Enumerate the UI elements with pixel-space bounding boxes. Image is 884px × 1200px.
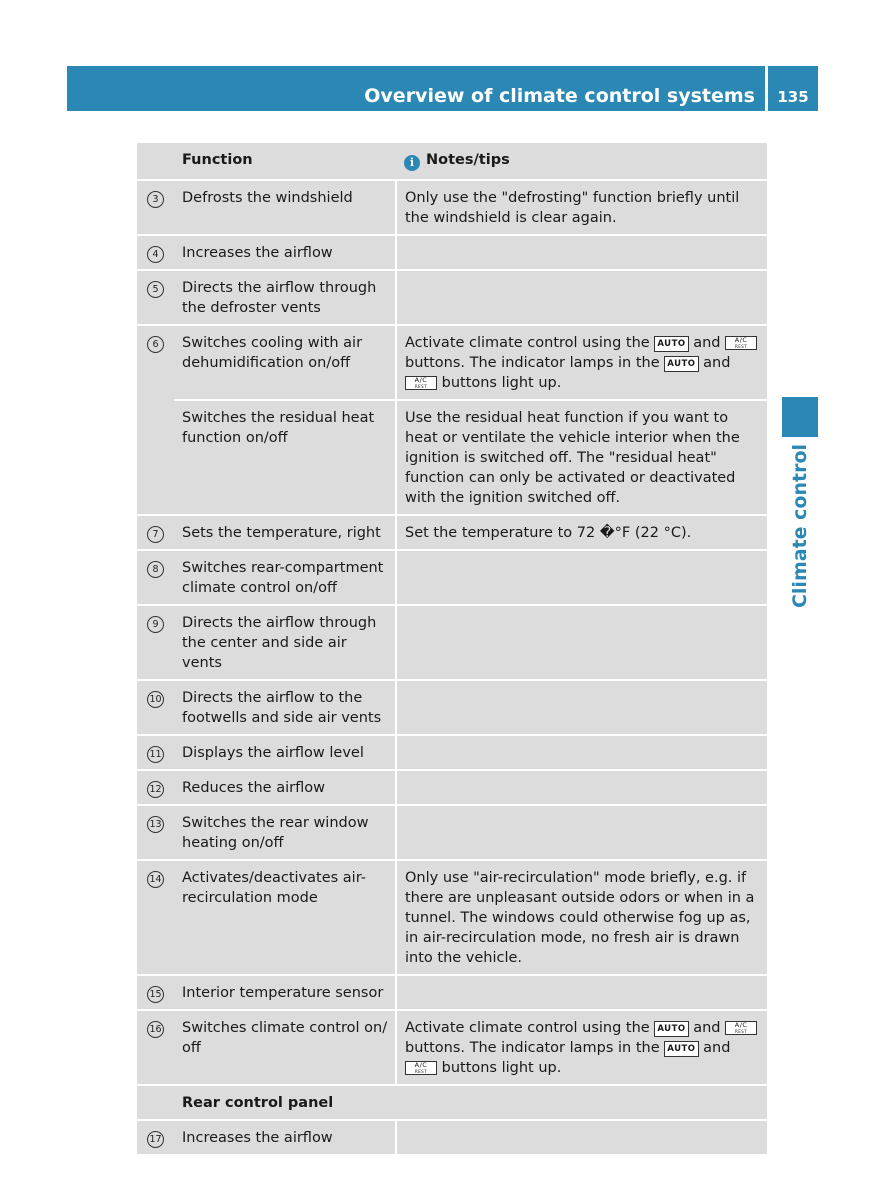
notes-cell: [396, 270, 767, 325]
table-row: [137, 860, 767, 975]
table-row: [137, 270, 767, 325]
table-row: [137, 400, 767, 515]
table-row: [137, 325, 767, 400]
function-cell: Directs the airflow to the footwells and side air vents: [174, 680, 396, 735]
item-number: 3: [147, 191, 164, 208]
function-cell: Directs the airflow through the defroster vents: [174, 270, 396, 325]
function-cell: Reduces the airflow: [174, 770, 396, 805]
table-row: [137, 1120, 767, 1155]
page-header: [67, 66, 765, 111]
table-row: [137, 1010, 767, 1085]
function-cell: Sets the temperature, right: [174, 515, 396, 550]
function-cell: Increases the airflow: [174, 1120, 396, 1155]
function-cell: Directs the airflow through the center and side air vents: [174, 605, 396, 680]
table-row: [137, 515, 767, 550]
item-number: 12: [147, 781, 164, 798]
table-row: [137, 975, 767, 1010]
ac-button-icon: A/C REST: [405, 1061, 437, 1075]
notes-cell: [396, 235, 767, 270]
item-number: 11: [147, 746, 164, 763]
auto-button-icon: AUTO: [664, 1041, 698, 1057]
item-number: 5: [147, 281, 164, 298]
ac-button-icon: A/C REST: [405, 376, 437, 390]
function-cell: Switches cooling with air dehumidification on/off: [174, 325, 396, 400]
notes-cell: [396, 1120, 767, 1155]
item-number: 16: [147, 1021, 164, 1038]
function-cell: Switches the rear window heating on/off: [174, 805, 396, 860]
function-cell: Switches rear-compartment climate control on/off: [174, 550, 396, 605]
ac-button-icon: A/C REST: [725, 1021, 757, 1035]
item-number: 7: [147, 526, 164, 543]
notes-cell: Only use the "defrosting" function briefly until the windshield is clear again.: [396, 180, 767, 235]
notes-cell: [396, 550, 767, 605]
auto-button-icon: AUTO: [664, 356, 698, 372]
chapter-tab-marker: [782, 397, 818, 437]
notes-cell: [396, 605, 767, 680]
notes-cell: [396, 680, 767, 735]
table-row: [137, 805, 767, 860]
notes-cell: [396, 770, 767, 805]
function-cell: Displays the airflow level: [174, 735, 396, 770]
table-row: [137, 605, 767, 680]
item-number: 4: [147, 246, 164, 263]
column-header-function: Function: [174, 143, 396, 180]
column-header-notes: i Notes/tips: [396, 143, 767, 180]
notes-cell: Use the residual heat function if you want to heat or ventilate the vehicle interior when the ignition is switched off. The "residual heat" function can only be activated or deactivated with the ignition switched off.: [396, 400, 767, 515]
item-number: 14: [147, 871, 164, 888]
auto-button-icon: AUTO: [654, 336, 688, 352]
item-number: 8: [147, 561, 164, 578]
notes-cell: Activate climate control using the AUTO and A/C REST buttons. The indicator lamps in the AUTO and A/C REST buttons light up.: [396, 1010, 767, 1085]
table-row: [137, 235, 767, 270]
info-icon: i: [404, 155, 420, 171]
notes-cell: [396, 975, 767, 1010]
item-number: 10: [147, 691, 164, 708]
page-number: 135: [768, 66, 818, 111]
item-number: 15: [147, 986, 164, 1003]
table-row: [137, 735, 767, 770]
table-row: [137, 550, 767, 605]
page-title: Overview of climate control systems: [364, 85, 755, 107]
chapter-side-label: Climate control: [789, 443, 812, 608]
table-row: [137, 180, 767, 235]
auto-button-icon: AUTO: [654, 1021, 688, 1037]
function-cell: Increases the airflow: [174, 235, 396, 270]
table-header-row: [137, 143, 767, 180]
item-number: 6: [147, 336, 164, 353]
function-cell: Defrosts the windshield: [174, 180, 396, 235]
item-number: 13: [147, 816, 164, 833]
climate-controls-table: [137, 143, 767, 1156]
ac-button-icon: A/C REST: [725, 336, 757, 350]
function-cell: Interior temperature sensor: [174, 975, 396, 1010]
section-header-row: [137, 1085, 767, 1120]
table-row: [137, 770, 767, 805]
function-cell: Switches climate control on/ off: [174, 1010, 396, 1085]
section-title: Rear control panel: [174, 1085, 767, 1120]
notes-cell: Set the temperature to 72 �°F (22 °C).: [396, 515, 767, 550]
notes-cell: Activate climate control using the AUTO and A/C REST buttons. The indicator lamps in the AUTO and A/C REST buttons light up.: [396, 325, 767, 400]
notes-cell: [396, 735, 767, 770]
table-row: [137, 680, 767, 735]
notes-cell: Only use "air-recirculation" mode briefly, e.g. if there are unpleasant outside odors or when in a tunnel. The windows could otherwise fog up as, in air-recirculation mode, no fresh air is drawn into the vehicle.: [396, 860, 767, 975]
item-number: 17: [147, 1131, 164, 1148]
notes-cell: [396, 805, 767, 860]
function-cell: Switches the residual heat function on/off: [174, 400, 396, 515]
item-number: 9: [147, 616, 164, 633]
function-cell: Activates/deactivates air-recirculation mode: [174, 860, 396, 975]
